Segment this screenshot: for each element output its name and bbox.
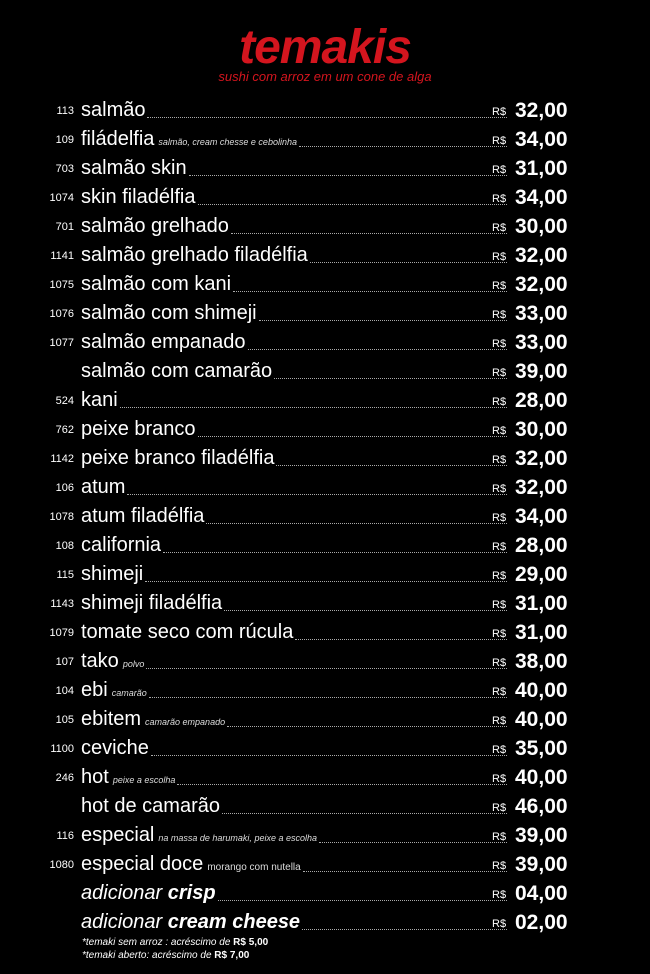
item-name: tomate seco com rúcula [81, 621, 294, 643]
currency-label: R$ [492, 715, 507, 727]
currency-label: R$ [492, 657, 507, 669]
footnote [82, 936, 268, 949]
currency-label: R$ [492, 686, 507, 698]
item-line [81, 299, 510, 328]
item-code: 762 [55, 424, 74, 436]
menu-item [0, 502, 650, 531]
menu-list [0, 96, 650, 937]
menu-item [0, 647, 650, 676]
item-name: salmão grelhado filadélfia [81, 244, 308, 266]
item-description: polvo [122, 659, 145, 669]
menu-item [0, 589, 650, 618]
item-name: especial doce [81, 853, 204, 875]
footnote [82, 949, 268, 962]
item-price: 40,00 [515, 766, 568, 789]
dot-leader [120, 406, 507, 408]
item-line [81, 560, 510, 589]
item-code: 106 [55, 482, 74, 494]
item-name: atum [81, 476, 126, 498]
item-code: 1078 [49, 511, 74, 523]
item-code: 107 [55, 656, 74, 668]
footnote-text: *temaki sem arroz : acréscimo de [82, 937, 231, 948]
dot-leader [177, 783, 507, 785]
item-name: kani [81, 389, 118, 411]
addon-prefix: adicionar [81, 882, 163, 904]
currency-label: R$ [492, 135, 507, 147]
item-line [81, 125, 510, 154]
menu-item [0, 792, 650, 821]
menu-item [0, 212, 650, 241]
item-line [81, 328, 510, 357]
item-price: 31,00 [515, 157, 568, 180]
menu-item [0, 386, 650, 415]
menu-item [0, 850, 650, 879]
item-code: 1076 [49, 308, 74, 320]
item-name: filádelfia [81, 128, 155, 150]
dot-leader [146, 667, 507, 669]
menu-item [0, 270, 650, 299]
menu-header [0, 22, 650, 84]
footnote-amount: R$ 7,00 [214, 950, 250, 961]
item-line [81, 676, 510, 705]
item-price: 30,00 [515, 215, 568, 238]
item-code: 1074 [49, 192, 74, 204]
item-price: 35,00 [515, 737, 568, 760]
item-description: morango com nutella [207, 862, 301, 873]
currency-label: R$ [492, 309, 507, 321]
item-line [81, 589, 510, 618]
menu-item [0, 705, 650, 734]
item-price: 32,00 [515, 99, 568, 122]
menu-item [0, 328, 650, 357]
dot-leader [218, 899, 507, 901]
menu-title: temakis [239, 21, 411, 74]
item-code: 105 [55, 714, 74, 726]
item-name: ceviche [81, 737, 149, 759]
addon-item [0, 879, 650, 908]
item-name: shimeji [81, 563, 144, 585]
dot-leader [224, 609, 507, 611]
item-price: 38,00 [515, 650, 568, 673]
dot-leader [276, 464, 507, 466]
item-code: 104 [55, 685, 74, 697]
item-description: peixe a escolha [112, 775, 176, 785]
currency-label: R$ [492, 628, 507, 640]
addon-label: cream cheese [167, 911, 301, 933]
item-name: atum filadélfia [81, 505, 205, 527]
dot-leader [319, 841, 507, 843]
item-name: salmão empanado [81, 331, 246, 353]
item-line [81, 705, 510, 734]
dot-leader [295, 638, 507, 640]
addon-price: 02,00 [515, 911, 568, 934]
addon-line [81, 879, 510, 908]
item-name: tako [81, 650, 119, 672]
item-description: camarão [111, 688, 147, 698]
addon-label: crisp [167, 882, 216, 904]
dot-leader [303, 870, 507, 872]
dot-leader [163, 551, 507, 553]
menu-item [0, 96, 650, 125]
menu-item [0, 821, 650, 850]
addon-line [81, 908, 510, 937]
item-line [81, 792, 510, 821]
item-line [81, 415, 510, 444]
item-price: 32,00 [515, 476, 568, 499]
item-name: ebitem [81, 708, 142, 730]
addon-name [81, 879, 216, 908]
item-price: 31,00 [515, 592, 568, 615]
item-line [81, 357, 510, 386]
item-price: 28,00 [515, 389, 568, 412]
currency-label: R$ [492, 425, 507, 437]
item-line [81, 183, 510, 212]
item-price: 33,00 [515, 331, 568, 354]
item-price: 40,00 [515, 708, 568, 731]
menu-item [0, 618, 650, 647]
item-line [81, 212, 510, 241]
item-price: 30,00 [515, 418, 568, 441]
menu-item [0, 154, 650, 183]
item-line [81, 821, 510, 850]
item-price: 39,00 [515, 853, 568, 876]
dot-leader [233, 290, 507, 292]
menu-subtitle: sushi com arroz em um cone de alga [218, 69, 432, 84]
item-code: 524 [55, 395, 74, 407]
item-price: 29,00 [515, 563, 568, 586]
item-code: 703 [55, 163, 74, 175]
addon-prefix: adicionar [81, 911, 163, 933]
currency-label: R$ [492, 280, 507, 292]
item-name: peixe branco [81, 418, 196, 440]
item-name: shimeji filadélfia [81, 592, 223, 614]
dot-leader [231, 232, 507, 234]
currency-label: R$ [492, 164, 507, 176]
item-code: 1142 [50, 453, 74, 465]
currency-label: R$ [492, 773, 507, 785]
addon-item [0, 908, 650, 937]
item-name: skin filadélfia [81, 186, 196, 208]
item-code: 113 [56, 105, 74, 117]
item-name: california [81, 534, 162, 556]
item-line [81, 241, 510, 270]
item-price: 40,00 [515, 679, 568, 702]
currency-label: R$ [492, 251, 507, 263]
item-code: 108 [55, 540, 74, 552]
item-name: hot de camarão [81, 795, 220, 817]
item-code: 1075 [49, 279, 74, 291]
currency-label: R$ [492, 599, 507, 611]
menu-item [0, 444, 650, 473]
addon-name [81, 908, 300, 937]
dot-leader [310, 261, 507, 263]
dot-leader [227, 725, 507, 727]
currency-label: R$ [492, 483, 507, 495]
item-name: ebi [81, 679, 108, 701]
item-name: salmão com kani [81, 273, 232, 295]
dot-leader [259, 319, 507, 321]
item-price: 39,00 [515, 824, 568, 847]
item-line [81, 270, 510, 299]
menu-item [0, 241, 650, 270]
item-code: 1141 [50, 250, 74, 262]
item-code: 115 [56, 569, 74, 581]
currency-label: R$ [492, 396, 507, 408]
menu-item [0, 734, 650, 763]
menu-item [0, 125, 650, 154]
item-line [81, 154, 510, 183]
currency-label: R$ [492, 831, 507, 843]
item-line [81, 647, 510, 676]
item-name: peixe branco filadélfia [81, 447, 275, 469]
currency-label: R$ [492, 193, 507, 205]
dot-leader [149, 696, 507, 698]
currency-label: R$ [492, 512, 507, 524]
footnote-text: *temaki aberto: acréscimo de [82, 950, 212, 961]
item-price: 34,00 [515, 128, 568, 151]
item-price: 32,00 [515, 447, 568, 470]
dot-leader [299, 145, 507, 147]
item-code: 1100 [50, 743, 74, 755]
item-code: 1079 [49, 627, 74, 639]
currency-label: R$ [492, 802, 507, 814]
menu-item [0, 415, 650, 444]
item-line [81, 386, 510, 415]
item-description: salmão, cream chesse e cebolinha [158, 137, 297, 147]
currency-label: R$ [492, 570, 507, 582]
dot-leader [206, 522, 507, 524]
item-code: 1077 [49, 337, 74, 349]
menu-item [0, 357, 650, 386]
menu-item [0, 676, 650, 705]
currency-label: R$ [492, 338, 507, 350]
item-name: salmão com camarão [81, 360, 273, 382]
currency-label: R$ [492, 744, 507, 756]
item-code: 701 [55, 221, 74, 233]
currency-label: R$ [492, 106, 507, 118]
item-code: 246 [55, 772, 74, 784]
dot-leader [274, 377, 507, 379]
menu-item [0, 531, 650, 560]
dot-leader [248, 348, 507, 350]
item-price: 34,00 [515, 505, 568, 528]
dot-leader [127, 493, 507, 495]
item-line [81, 850, 510, 879]
item-line [81, 502, 510, 531]
item-line [81, 96, 510, 125]
footnote-amount: R$ 5,00 [233, 937, 269, 948]
currency-label: R$ [492, 860, 507, 872]
item-name: especial [81, 824, 155, 846]
dot-leader [147, 116, 507, 118]
currency-label: R$ [492, 454, 507, 466]
menu-item [0, 763, 650, 792]
dot-leader [145, 580, 507, 582]
item-line [81, 473, 510, 502]
item-price: 46,00 [515, 795, 568, 818]
item-price: 32,00 [515, 273, 568, 296]
item-name: salmão [81, 99, 146, 121]
item-name: salmão grelhado [81, 215, 229, 237]
item-line [81, 734, 510, 763]
item-price: 34,00 [515, 186, 568, 209]
item-code: 116 [56, 830, 74, 842]
item-description: camarão empanado [145, 717, 226, 727]
menu-item [0, 183, 650, 212]
currency-label: R$ [492, 889, 507, 901]
dot-leader [189, 174, 507, 176]
item-line [81, 531, 510, 560]
item-price: 33,00 [515, 302, 568, 325]
currency-label: R$ [492, 918, 507, 930]
item-name: salmão com shimeji [81, 302, 257, 324]
dot-leader [302, 928, 507, 930]
menu-item [0, 473, 650, 502]
dot-leader [151, 754, 507, 756]
addon-price: 04,00 [515, 882, 568, 905]
item-code: 109 [55, 134, 74, 146]
item-code: 1080 [49, 859, 74, 871]
item-description: na massa de harumaki, peixe a escolha [158, 833, 317, 843]
item-price: 39,00 [515, 360, 568, 383]
item-line [81, 444, 510, 473]
currency-label: R$ [492, 367, 507, 379]
item-line [81, 763, 510, 792]
currency-label: R$ [492, 541, 507, 553]
currency-label: R$ [492, 222, 507, 234]
menu-item [0, 560, 650, 589]
item-line [81, 618, 510, 647]
dot-leader [222, 812, 507, 814]
item-name: hot [81, 766, 109, 788]
item-price: 31,00 [515, 621, 568, 644]
menu-item [0, 299, 650, 328]
item-price: 32,00 [515, 244, 568, 267]
footnotes [82, 936, 268, 962]
item-price: 28,00 [515, 534, 568, 557]
dot-leader [198, 435, 507, 437]
item-code: 1143 [50, 598, 74, 610]
item-name: salmão skin [81, 157, 187, 179]
dot-leader [198, 203, 507, 205]
